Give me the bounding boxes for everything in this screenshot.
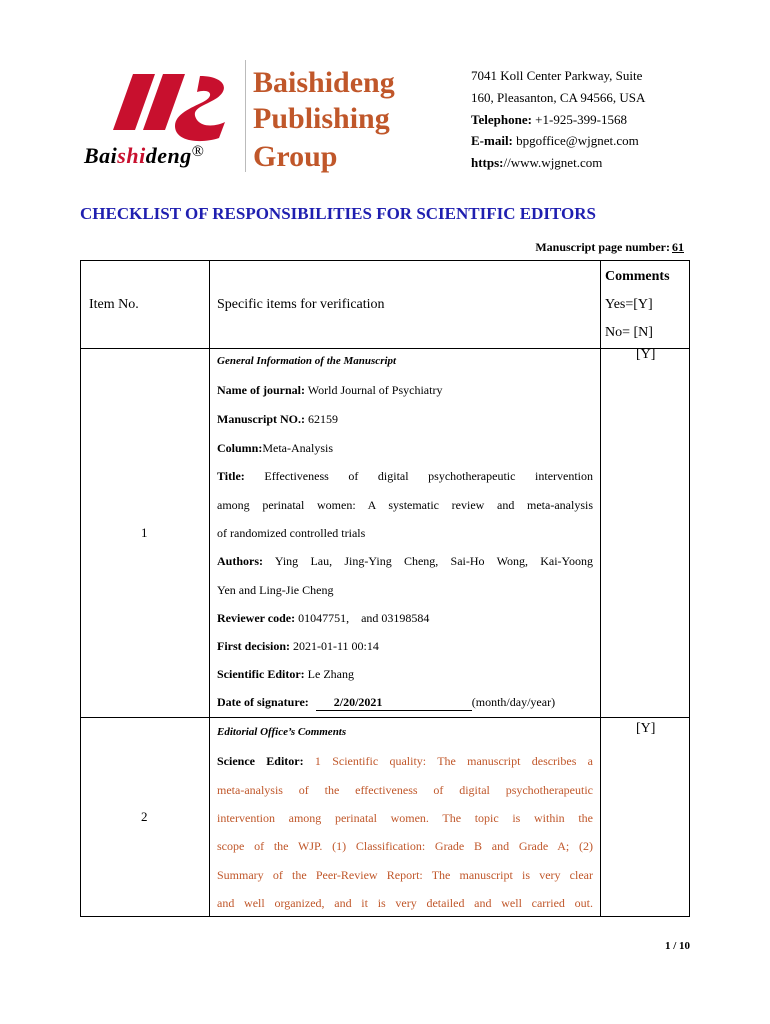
row1-authors-line1: Authors: Ying Lau, Jing-Ying Cheng, Sai-Ho Wong, Kai-Yoong (217, 554, 594, 568)
header-comments: Comments (605, 269, 670, 284)
row1-scientific-editor: Scientific Editor: Le Zhang (217, 667, 354, 681)
row2-line3: intervention among perinatal women. The topic is within the (217, 811, 593, 825)
address-line-2: 160, Pleasanton, CA 94566, USA (471, 90, 646, 105)
brand-line-1: Baishideng (253, 66, 395, 99)
row2-line5: Summary of the Peer-Review Report: The manuscript is very clear (217, 868, 593, 882)
table-divider (81, 717, 689, 718)
row2-comment: [Y] (636, 721, 656, 736)
row1-number: 1 (141, 525, 148, 540)
row1-comment: [Y] (636, 347, 656, 362)
header-specific-items: Specific items for verification (217, 297, 385, 312)
row2-number: 2 (141, 809, 148, 824)
email: E-mail: bpgoffice@wjgnet.com (471, 133, 639, 148)
telephone: Telephone: +1-925-399-1568 (471, 112, 627, 127)
row2-line1: Science Editor: 1 Scientific quality: The manuscript describes a (217, 754, 593, 768)
page-number: 1 / 10 (664, 940, 690, 952)
row1-title-line1: Title: Effectiveness of digital psychotherapeutic intervention (217, 469, 594, 483)
row2-line2: meta-analysis of the effectiveness of digital psychotherapeutic (217, 783, 593, 797)
row1-date-of-signature: Date of signature: 2/20/2021 (month/day/year) (217, 695, 556, 709)
row2-line6: and well organized, and it is very detailed and well carried out. (217, 896, 593, 910)
brand-line-3: Group (253, 140, 338, 173)
row1-column: Column:Meta-Analysis (217, 441, 333, 455)
row2-line4: scope of the WJP. (1) Classification: Grade B and Grade A; (2) (217, 839, 593, 853)
row1-section-title: General Information of the Manuscript (217, 355, 397, 367)
header-item-no: Item No. (89, 297, 139, 312)
row1-title-line3: of randomized controlled trials (217, 526, 366, 540)
header-yes: Yes=[Y] (605, 297, 653, 312)
table-divider (209, 261, 210, 916)
brand-line-2: Publishing (253, 102, 390, 135)
row1-title-line2: among perinatal women: A systematic review and meta-analysis (217, 498, 593, 512)
baishideng-logo-icon (105, 70, 235, 146)
manuscript-page-number: Manuscript page number: 61 (535, 240, 684, 254)
row1-journal: Name of journal: World Journal of Psychiatry (217, 383, 443, 397)
row1-reviewer-code: Reviewer code: 01047751, and 03198584 (217, 611, 430, 625)
website-link[interactable]: https://www.wjgnet.com (471, 155, 603, 170)
row2-section-title: Editorial Office’s Comments (217, 726, 347, 738)
table-divider (600, 261, 601, 916)
table-divider (81, 348, 689, 349)
row1-first-decision: First decision: 2021-01-11 00:14 (217, 639, 379, 653)
address-line-1: 7041 Koll Center Parkway, Suite (471, 68, 643, 83)
row1-authors-line2: Yen and Ling-Jie Cheng (217, 583, 334, 597)
header-no: No= [N] (605, 325, 653, 340)
checklist-table (80, 260, 690, 917)
header-divider (245, 60, 246, 172)
logo-wordmark: Baishideng® (84, 143, 205, 168)
document-title: CHECKLIST OF RESPONSIBILITIES FOR SCIENTIFIC EDITORS (80, 204, 596, 223)
row1-manuscript-no: Manuscript NO.: 62159 (217, 412, 338, 426)
